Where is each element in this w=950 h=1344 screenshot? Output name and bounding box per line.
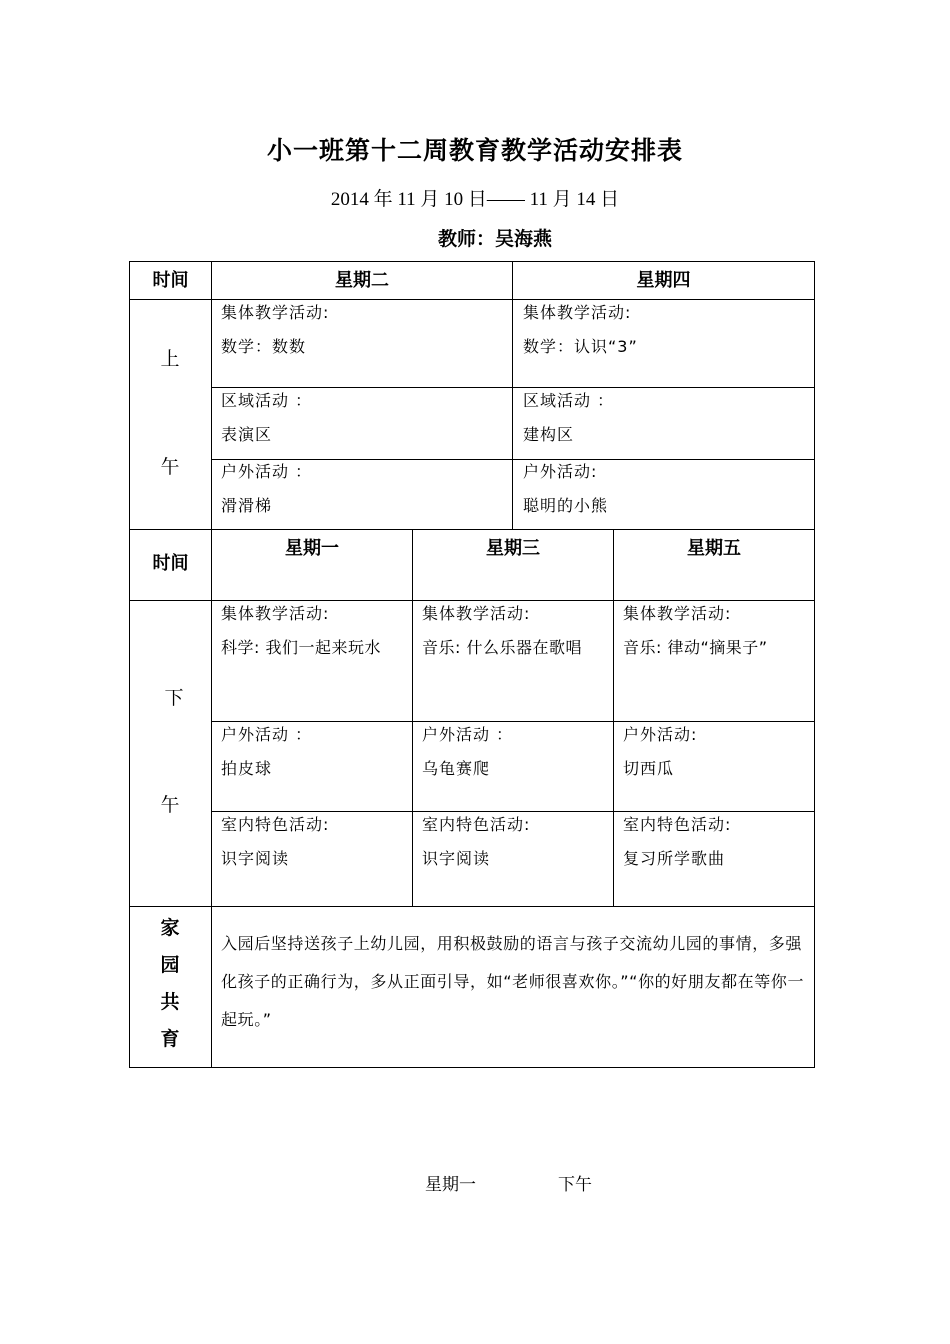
activity-value: 拍皮球 [221, 759, 273, 778]
afternoon-label-top: 下 [164, 687, 184, 709]
activity-value: 识字阅读 [221, 849, 290, 868]
teacher-name: 教师：吴海燕 [438, 228, 553, 250]
afternoon-group-activity [221, 597, 381, 665]
table-border [129, 1067, 815, 1068]
activity-label: 区域活动 ： [221, 391, 313, 410]
activity-value: 滑滑梯 [221, 496, 273, 515]
activity-label: 室内特色活动: [221, 815, 330, 834]
afternoon-group-activity [422, 597, 582, 665]
morning-group-activity [221, 296, 329, 364]
activity-value: 复习所学歌曲 [623, 849, 726, 868]
activity-label: 户外活动: [623, 725, 698, 744]
home-coeducation-text: 入园后坚持送孩子上幼儿园，用积极鼓励的语言与孩子交流幼儿园的事情，多强化孩子的正确行为，多从正面引导，如“老师很喜欢你。”“你的好朋友都在等你一起玩。” [221, 934, 805, 1029]
activity-value: 音乐: 什么乐器在歌唱 [422, 638, 582, 657]
activity-label: 集体教学活动: [221, 303, 330, 322]
activity-value: 聪明的小熊 [523, 496, 609, 515]
home-label-char: 园 [160, 954, 180, 976]
afternoon-day-header: 星期三 [486, 538, 540, 559]
afternoon-day-header: 星期一 [285, 538, 339, 559]
activity-label: 户外活动: [523, 462, 598, 481]
activity-value: 识字阅读 [422, 849, 491, 868]
activity-label: 集体教学活动: [523, 303, 632, 322]
afternoon-time-header: 时间 [152, 553, 189, 574]
table-border [211, 261, 212, 1068]
morning-outdoor-activity [523, 455, 608, 523]
afternoon-indoor-activity [221, 808, 329, 876]
activity-label: 集体教学活动: [221, 604, 330, 623]
afternoon-indoor-activity [422, 808, 530, 876]
table-border [129, 906, 815, 907]
activity-value: 建构区 [523, 425, 575, 444]
activity-value: 数学：数数 [221, 337, 307, 356]
activity-label: 户外活动 ： [422, 725, 514, 744]
activity-value: 数学：认识“3” [523, 337, 638, 356]
footer-day: 星期一 [425, 1175, 476, 1195]
morning-outdoor-activity [221, 455, 312, 523]
activity-label: 户外活动 ： [221, 462, 313, 481]
home-label-char: 共 [160, 991, 180, 1013]
activity-value: 切西瓜 [623, 759, 675, 778]
activity-label: 集体教学活动: [623, 604, 732, 623]
afternoon-outdoor-activity [221, 718, 312, 786]
afternoon-label-bottom: 午 [160, 794, 180, 816]
morning-time-header: 时间 [152, 270, 189, 291]
afternoon-group-activity [623, 597, 768, 665]
table-border [814, 261, 815, 1068]
page-title: 小一班第十二周教育教学活动安排表 [266, 136, 683, 165]
home-label-char: 家 [160, 917, 180, 939]
morning-label-top: 上 [160, 348, 180, 370]
home-label-char: 育 [160, 1028, 180, 1050]
activity-value: 音乐: 律动“摘果子” [623, 638, 768, 657]
morning-day-header: 星期二 [335, 270, 389, 291]
activity-label: 户外活动 ： [221, 725, 313, 744]
activity-label: 集体教学活动: [422, 604, 531, 623]
afternoon-day-header: 星期五 [687, 538, 741, 559]
activity-value: 科学: 我们一起来玩水 [221, 638, 381, 657]
activity-value: 表演区 [221, 425, 273, 444]
activity-label: 室内特色活动: [422, 815, 531, 834]
activity-label: 区域活动 ： [523, 391, 615, 410]
afternoon-indoor-activity [623, 808, 731, 876]
afternoon-outdoor-activity [422, 718, 513, 786]
date-range: 2014 年 11 月 10 日—— 11 月 14 日 [330, 189, 620, 210]
morning-day-header: 星期四 [636, 270, 691, 291]
morning-group-activity [523, 296, 638, 364]
home-coeducation-label [130, 910, 210, 1058]
activity-value: 乌龟赛爬 [422, 759, 491, 778]
table-border [512, 261, 513, 529]
morning-area-activity [523, 384, 614, 452]
afternoon-outdoor-activity [623, 718, 697, 786]
activity-label: 室内特色活动: [623, 815, 732, 834]
table-border [129, 529, 815, 530]
morning-label-bottom: 午 [160, 456, 180, 478]
table-border [613, 529, 614, 907]
footer-period: 下午 [558, 1175, 592, 1195]
morning-area-activity [221, 384, 312, 452]
table-border [129, 261, 815, 262]
table-border [412, 529, 413, 907]
